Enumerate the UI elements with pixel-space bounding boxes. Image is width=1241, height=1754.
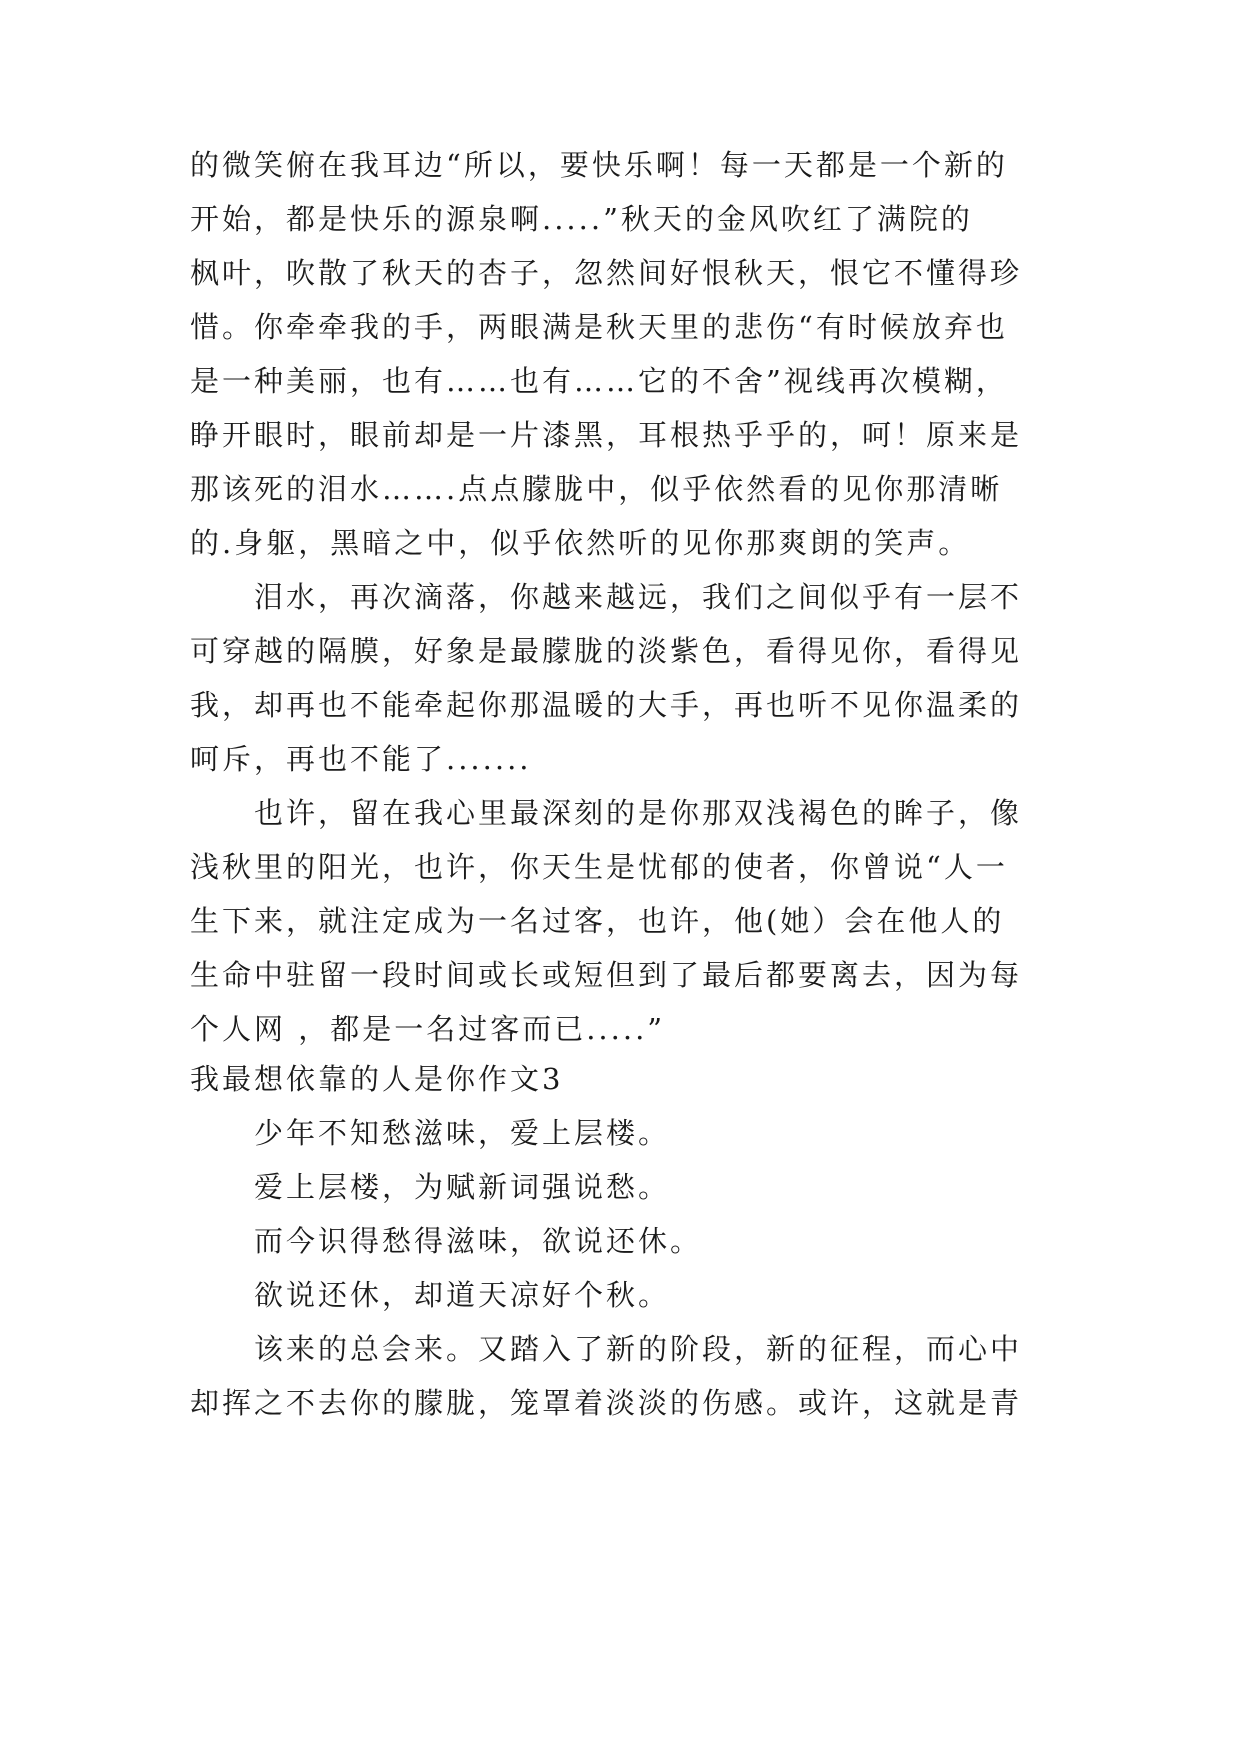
paragraph-line: 的微笑俯在我耳边“所以，要快乐啊！每一天都是一个新的 [190,148,1008,182]
paragraph-line: 也许，留在我心里最深刻的是你那双浅褐色的眸子，像 [254,796,1023,830]
poem-line: 欲说还休，却道天凉好个秋。 [254,1278,671,1312]
paragraph-line: 泪水，再次滴落，你越来越远，我们之间似乎有一层不 [254,580,1023,614]
paragraph-line: 惜。你牵牵我的手，两眼满是秋天里的悲伤“有时候放弃也 [190,310,1008,344]
paragraph-line: 浅秋里的阳光，也许，你天生是忧郁的使者，你曾说“人一 [190,850,1008,884]
paragraph-line: 我，却再也不能牵起你那温暖的大手，再也听不见你温柔的 [190,688,1023,722]
paragraph-line: 生命中驻留一段时间或长或短但到了最后都要离去，因为每 [190,958,1023,992]
poem-line: 而今识得愁得滋味，欲说还休。 [254,1224,703,1258]
paragraph-line: 生下来，就注定成为一名过客，也许，他(她）会在他人的 [190,904,1005,938]
paragraph-line: 那该死的泪水…….点点朦胧中，似乎依然看的见你那清晰 [190,472,1003,506]
paragraph-line: 的.身躯，黑暗之中，似乎依然听的见你那爽朗的笑声。 [190,526,971,560]
paragraph-line: 呵斥，再也不能了....... [190,742,532,776]
paragraph-line: 该来的总会来。又踏入了新的阶段，新的征程，而心中 [254,1332,1023,1366]
paragraph-line: 个人网 ，都是一名过客而已.....” [190,1012,666,1046]
paragraph-line: 枫叶，吹散了秋天的杏子，忽然间好恨秋天，恨它不懂得珍 [190,256,1023,290]
paragraph-line: 可穿越的隔膜，好象是最朦胧的淡紫色，看得见你，看得见 [190,634,1023,668]
paragraph-line: 开始，都是快乐的源泉啊.....”秋天的金风吹红了满院的 [190,202,973,236]
section-title: 我最想依靠的人是你作文3 [190,1062,564,1096]
poem-line: 爱上层楼，为赋新词强说愁。 [254,1170,671,1204]
paragraph-line: 却挥之不去你的朦胧，笼罩着淡淡的伤感。或许，这就是青 [190,1386,1023,1420]
paragraph-line: 是一种美丽，也有……也有……它的不舍”视线再次模糊， [190,364,1008,398]
poem-line: 少年不知愁滋味，爱上层楼。 [254,1116,671,1150]
paragraph-line: 睁开眼时，眼前却是一片漆黑，耳根热乎乎的，呵！原来是 [190,418,1023,452]
